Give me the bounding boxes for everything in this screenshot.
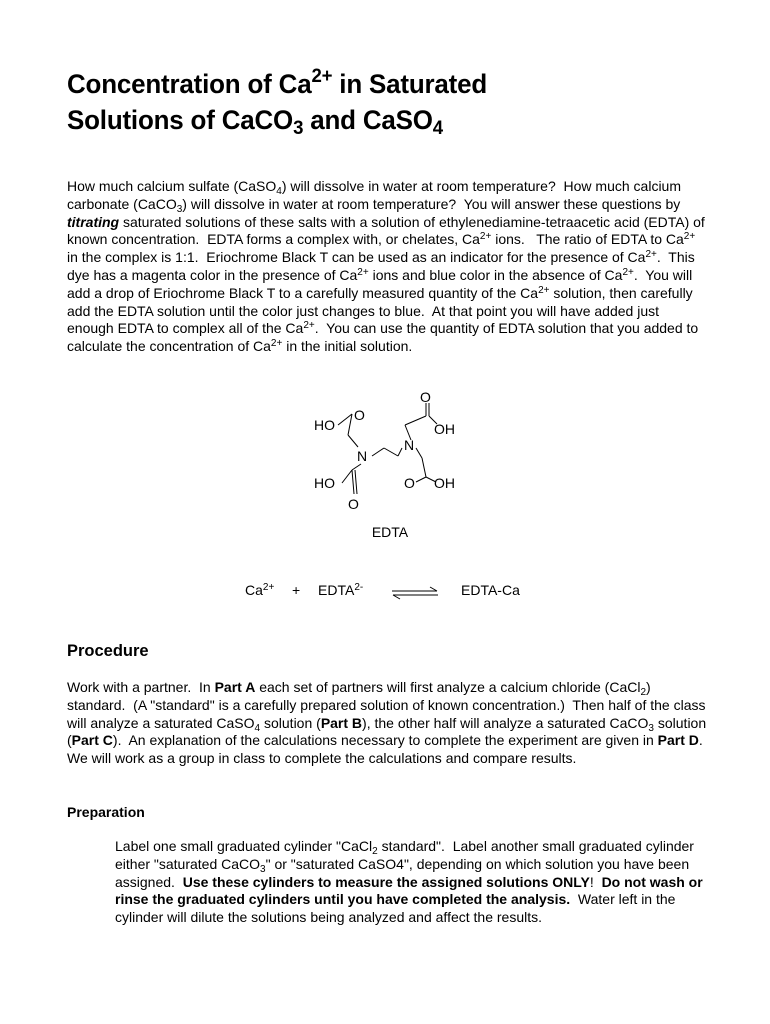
structure-label-o-top-right: O [420,390,431,405]
preparation-heading: Preparation [67,804,145,820]
structure-label-o-bottom-right: O [404,475,415,491]
procedure-heading: Procedure [67,642,149,660]
preparation-paragraph: Label one small graduated cylinder "CaCl$_2$ standard". Label another small graduated cylinder either "saturated CaCO$_3$" or "saturated CaSO4", depending on which solution you have been assigned. Use these cylinders to measure the assigned solutions ONLY! Do not wash or rinse the graduated cylinders until you have completed the analysis. Water left in the cylinder will dilute the solutions being analyzed and affect the results. [115,838,703,926]
equation-reactant-calcium-base: Ca [245,582,263,598]
equation-reactant-edta [318,582,363,598]
equilibrium-equation [240,580,540,604]
structure-label-oh-top-right: OH [434,421,455,437]
structure-label-oh-bottom-right: OH [434,475,455,491]
equation-product: EDTA-Ca [461,582,520,598]
equation-plus: + [292,582,301,598]
intro-paragraph: How much calcium sulfate (CaSO$_4$) will dissolve in water at room temperature? How much calcium carbonate (CaCO$_3$) will dissolve in water at room temperature? You will answer these questions by titrating saturated solutions of these salts with a solution of ethylenediamine-tetraacetic acid (EDTA) of known concentration. EDTA forms a complex with, or chelates, $Ca^{2+}$ ions. The ratio of EDTA to $Ca^{2+}$ in the complex is 1:1. Eriochrome Black T can be used as an indicator for the presence of $Ca^{2+}$. This dye has a magenta color in the presence of $Ca^{2+}$ ions and blue color in the absence of $Ca^{2+}$. You will add a drop of Eriochrome Black T to a carefully measured quantity of the $Ca^{2+}$ solution, then carefully add the EDTA solution until the color just changes to blue. At that point you will have added just enough EDTA to complex all of the $Ca^{2+}$. You can use the quantity of EDTA solution that you added to calculate the concentration of $Ca^{2+}$ in the initial solution. [67,178,705,355]
equation-reactant-edta-charge: 2- [354,582,364,593]
equation-reactant-calcium [245,582,274,598]
equilibrium-arrow-icon [390,586,440,600]
structure-label-n-right: N [404,437,415,453]
structure-label-ho-top: HO [314,417,335,433]
structure-label-o-top-left: O [354,407,365,423]
equation-reactant-calcium-charge: 2+ [262,582,275,593]
structure-caption: EDTA [371,524,409,540]
page-title: Concentration of $Ca^{2+}$ in Saturated Solutions of CaCO$_3$ and CaSO$_4$ [67,66,488,139]
structure-label-ho-bottom: HO [314,475,335,491]
equation-reactant-edta-base: EDTA [318,582,355,598]
procedure-paragraph: Work with a partner. In Part A each set of partners will first analyze a calcium chloride (CaCl$_2$) standard. (A "standard" is a carefully prepared solution of known concentration.) Then half of the class will analyze a saturated CaSO$_4$ solution (Part B), the other half will analyze a saturated CaCO$_3$ solution (Part C). An explanation of the calculations necessary to complete the experiment are given in Part D. We will work as a group in class to complete the calculations and compare results. [67,679,707,767]
edta-structure-diagram [300,390,480,520]
structure-label-o-bottom-left: O [348,496,359,512]
structure-label-n-left: N [357,448,368,464]
